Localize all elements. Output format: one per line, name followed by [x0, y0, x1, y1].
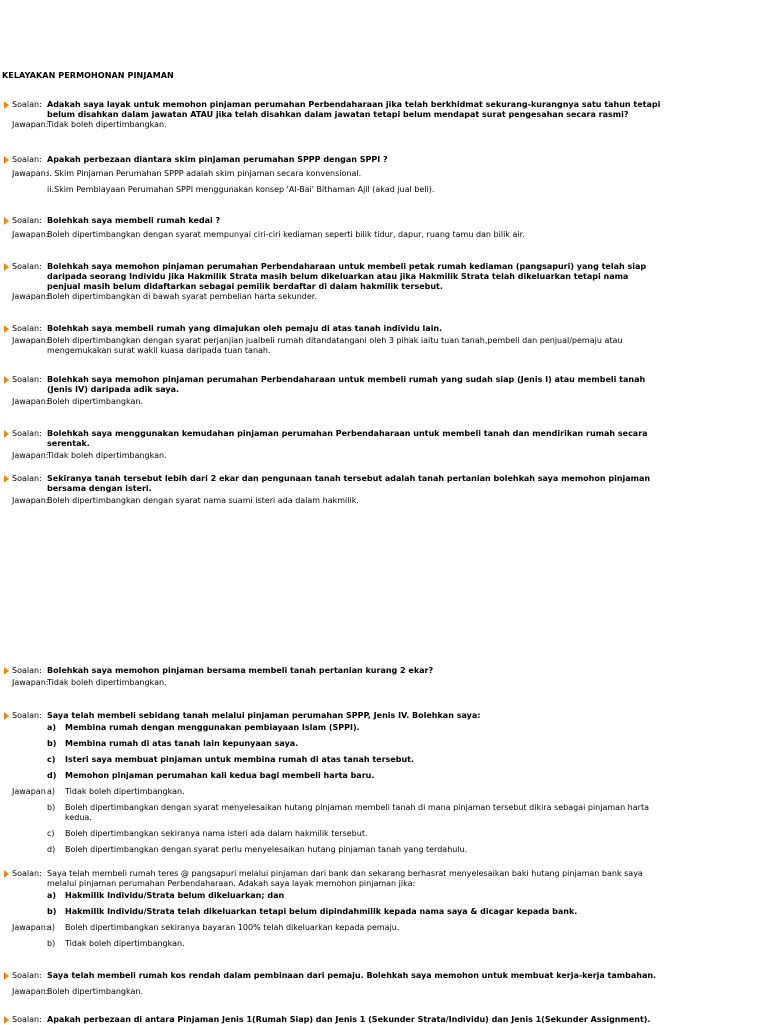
question-label: Soalan:	[12, 324, 42, 333]
qa-item	[0, 216, 768, 240]
bullet-arrow-icon	[4, 667, 9, 675]
bullet-arrow-icon	[4, 156, 9, 164]
question-text: Adakah saya layak untuk memohon pinjaman perumahan Perbendaharaan jika telah berkhidmat sekurang-kurangnya satu tahun tetapi belum disahkan dalam jawatan ATAU jika telah disahkan dalam jawatan tetapi belum mendapat surat pengesahan secara rasmi?	[47, 100, 661, 119]
answer-subitem: b) Boleh dipertimbangkan dengan syarat menyelesaikan hutang pinjaman membeli tanah di mana pinjaman tersebut dikira sebagai pinjaman harta kedua.	[47, 803, 649, 822]
answer-subitem: d) Boleh dipertimbangkan dengan syarat perlu menyelesaikan hutang pinjaman tanah yang terdahulu.	[47, 845, 468, 854]
answer-label: Jawapan:	[12, 923, 49, 932]
answer-label: Jawapan:	[12, 230, 49, 239]
answer-text: Boleh dipertimbangkan dengan syarat perjanjian jualbeli rumah ditandatangani oleh 3 pihak iaitu tuan tanah,pembeli dan penjual/pemaju atau mengemukakan surat wakil kuasa daripada tuan tanah.	[47, 336, 623, 355]
answer-text: ii.Skim Pembiayaan Perumahan SPPI menggunakan konsep 'Al-Bai' Bithaman Ajil (akad jual beli).	[47, 185, 435, 194]
qa-item	[0, 971, 768, 997]
qa-item	[0, 869, 768, 949]
question-text: Apakah perbezaan di antara Pinjaman Jenis 1(Rumah Siap) dan Jenis 1 (Sekunder Strata/Individu) dan Jenis 1(Sekunder Assignment).	[47, 1015, 651, 1024]
question-label: Soalan:	[12, 216, 42, 225]
question-text: Bolehkah saya memohon pinjaman perumahan Perbendaharaan untuk membeli petak rumah kediaman (pangsapuri) yang telah siap daripada seorang Individu jika Hakmilik Strata masih belum dikeluarkan atau jika Hakmilik Strata telah dikeluarkan tetapi nama penjual masih belum didaftarkan sebagai pemilik berdaftar di dalam hakmilik tersebut.	[47, 262, 647, 291]
question-text: Saya telah membeli rumah teres @ pangsapuri melalui pinjaman dari bank dan sekarang berhasrat menyelesaikan baki hutang pinjaman bank saya melalui pinjaman perumahan Perbendaharaan. Adakah saya layak memohon pinjaman jika:	[47, 869, 643, 888]
bullet-arrow-icon	[4, 972, 9, 980]
question-label: Soalan:	[12, 100, 42, 109]
question-text: Bolehkah saya membeli rumah kedai ?	[47, 216, 221, 225]
answer-label: Jawapan:	[12, 496, 49, 505]
qa-item	[0, 100, 768, 130]
question-label: Soalan:	[12, 262, 42, 271]
answer-subitem: a) Tidak boleh dipertimbangkan.	[47, 787, 185, 796]
question-label: Soalan:	[12, 711, 42, 720]
answer-text: Tidak boleh dipertimbangkan.	[47, 678, 167, 687]
question-text: Bolehkah saya menggunakan kemudahan pinjaman perumahan Perbendaharaan untuk membeli tanah dan mendirikan rumah secara serentak.	[47, 429, 648, 448]
question-text: Apakah perbezaan diantara skim pinjaman perumahan SPPP dengan SPPI ?	[47, 155, 388, 164]
answer-label: Jawapan:	[12, 169, 49, 178]
question-text: Saya telah membeli sebidang tanah melalui pinjaman perumahan SPPP, Jenis IV. Bolehkan saya:	[47, 711, 481, 720]
question-label: Soalan:	[12, 666, 42, 675]
question-subitem: d) Memohon pinjaman perumahan kali kedua bagi membeli harta baru.	[47, 771, 375, 780]
answer-subitem: a) Boleh dipertimbangkan sekiranya bayaran 100% telah dikeluarkan kepada pemaju.	[47, 923, 400, 932]
answer-subitem: b) Tidak boleh dipertimbangkan.	[47, 939, 185, 948]
bullet-arrow-icon	[4, 325, 9, 333]
answer-text: i. Skim Pinjaman Perumahan SPPP adalah skim pinjaman secara konvensional.	[47, 169, 362, 178]
question-subitem: b) Membina rumah di atas tanah lain kepunyaan saya.	[47, 739, 299, 748]
question-text: Saya telah membeli rumah kos rendah dalam pembinaan dari pemaju. Bolehkah saya memohon untuk membuat kerja-kerja tambahan.	[47, 971, 657, 980]
qa-item	[0, 262, 768, 302]
answer-label: Jawapan:	[12, 678, 49, 687]
answer-text: Boleh dipertimbangkan dengan syarat nama suami isteri ada dalam hakmilik.	[47, 496, 359, 505]
answer-text: Tidak boleh dipertimbangkan.	[47, 451, 167, 460]
question-text: Sekiranya tanah tersebut lebih dari 2 ekar dan pengunaan tanah tersebut adalah tanah pertanian bolehkah saya memohon pinjaman bersama dengan isteri.	[47, 474, 651, 493]
question-label: Soalan:	[12, 1015, 42, 1024]
question-label: Soalan:	[12, 869, 42, 878]
question-subitem: c) Isteri saya membuat pinjaman untuk membina rumah di atas tanah tersebut.	[47, 755, 415, 764]
qa-item	[0, 429, 768, 461]
bullet-arrow-icon	[4, 870, 9, 878]
page-title: KELAYAKAN PERMOHONAN PINJAMAN	[2, 71, 174, 80]
question-text: Bolehkah saya memohon pinjaman perumahan Perbendaharaan untuk membeli rumah yang sudah siap (Jenis I) atau membeli tanah (Jenis IV) daripada adik saya.	[47, 375, 646, 394]
answer-text: Boleh dipertimbangkan.	[47, 987, 144, 996]
qa-item	[0, 711, 768, 855]
answer-label: Jawapan:	[12, 987, 49, 996]
bullet-arrow-icon	[4, 475, 9, 483]
answer-text: Boleh dipertimbangkan.	[47, 397, 144, 406]
bullet-arrow-icon	[4, 430, 9, 438]
qa-item	[0, 324, 768, 356]
question-label: Soalan:	[12, 429, 42, 438]
answer-text: Tidak boleh dipertimbangkan.	[47, 120, 167, 129]
question-text: Bolehkah saya memohon pinjaman bersama membeli tanah pertanian kurang 2 ekar?	[47, 666, 434, 675]
answer-label: Jawapan	[12, 787, 46, 796]
answer-label: Jawapan:	[12, 336, 49, 345]
answer-label: Jawapan:	[12, 292, 49, 301]
question-label: Soalan:	[12, 155, 42, 164]
qa-item	[0, 375, 768, 407]
bullet-arrow-icon	[4, 712, 9, 720]
qa-item	[0, 474, 768, 506]
question-subitem: a) Membina rumah dengan menggunakan pembiayaan Islam (SPPI).	[47, 723, 360, 732]
bullet-arrow-icon	[4, 217, 9, 225]
answer-subitem: c) Boleh dipertimbangkan sekiranya nama isteri ada dalam hakmilik tersebut.	[47, 829, 368, 838]
bullet-arrow-icon	[4, 376, 9, 384]
bullet-arrow-icon	[4, 101, 9, 109]
bullet-arrow-icon	[4, 1016, 9, 1024]
answer-label: Jawapan:	[12, 451, 49, 460]
answer-text: Boleh dipertimbangkan di bawah syarat pembelian harta sekunder.	[47, 292, 317, 301]
answer-label: Jawapan:	[12, 120, 49, 129]
answer-label: Jawapan:	[12, 397, 49, 406]
answer-text: Boleh dipertimbangkan dengan syarat mempunyai ciri-ciri kediaman seperti bilik tidur, dapur, ruang tamu dan bilik air.	[47, 230, 525, 239]
question-label: Soalan:	[12, 375, 42, 384]
bullet-arrow-icon	[4, 263, 9, 271]
question-subitem: a) Hakmilik Individu/Strata belum dikeluarkan; dan	[47, 891, 285, 900]
qa-item	[0, 155, 768, 195]
question-label: Soalan:	[12, 971, 42, 980]
question-label: Soalan:	[12, 474, 42, 483]
question-text: Bolehkah saya membeli rumah yang dimajukan oleh pemaju di atas tanah individu lain.	[47, 324, 443, 333]
qa-item	[0, 666, 768, 688]
question-subitem: b) Hakmilik Individu/Strata telah dikeluarkan tetapi belum dipindahmilik kepada nama saya & dicagar kepada bank.	[47, 907, 578, 916]
